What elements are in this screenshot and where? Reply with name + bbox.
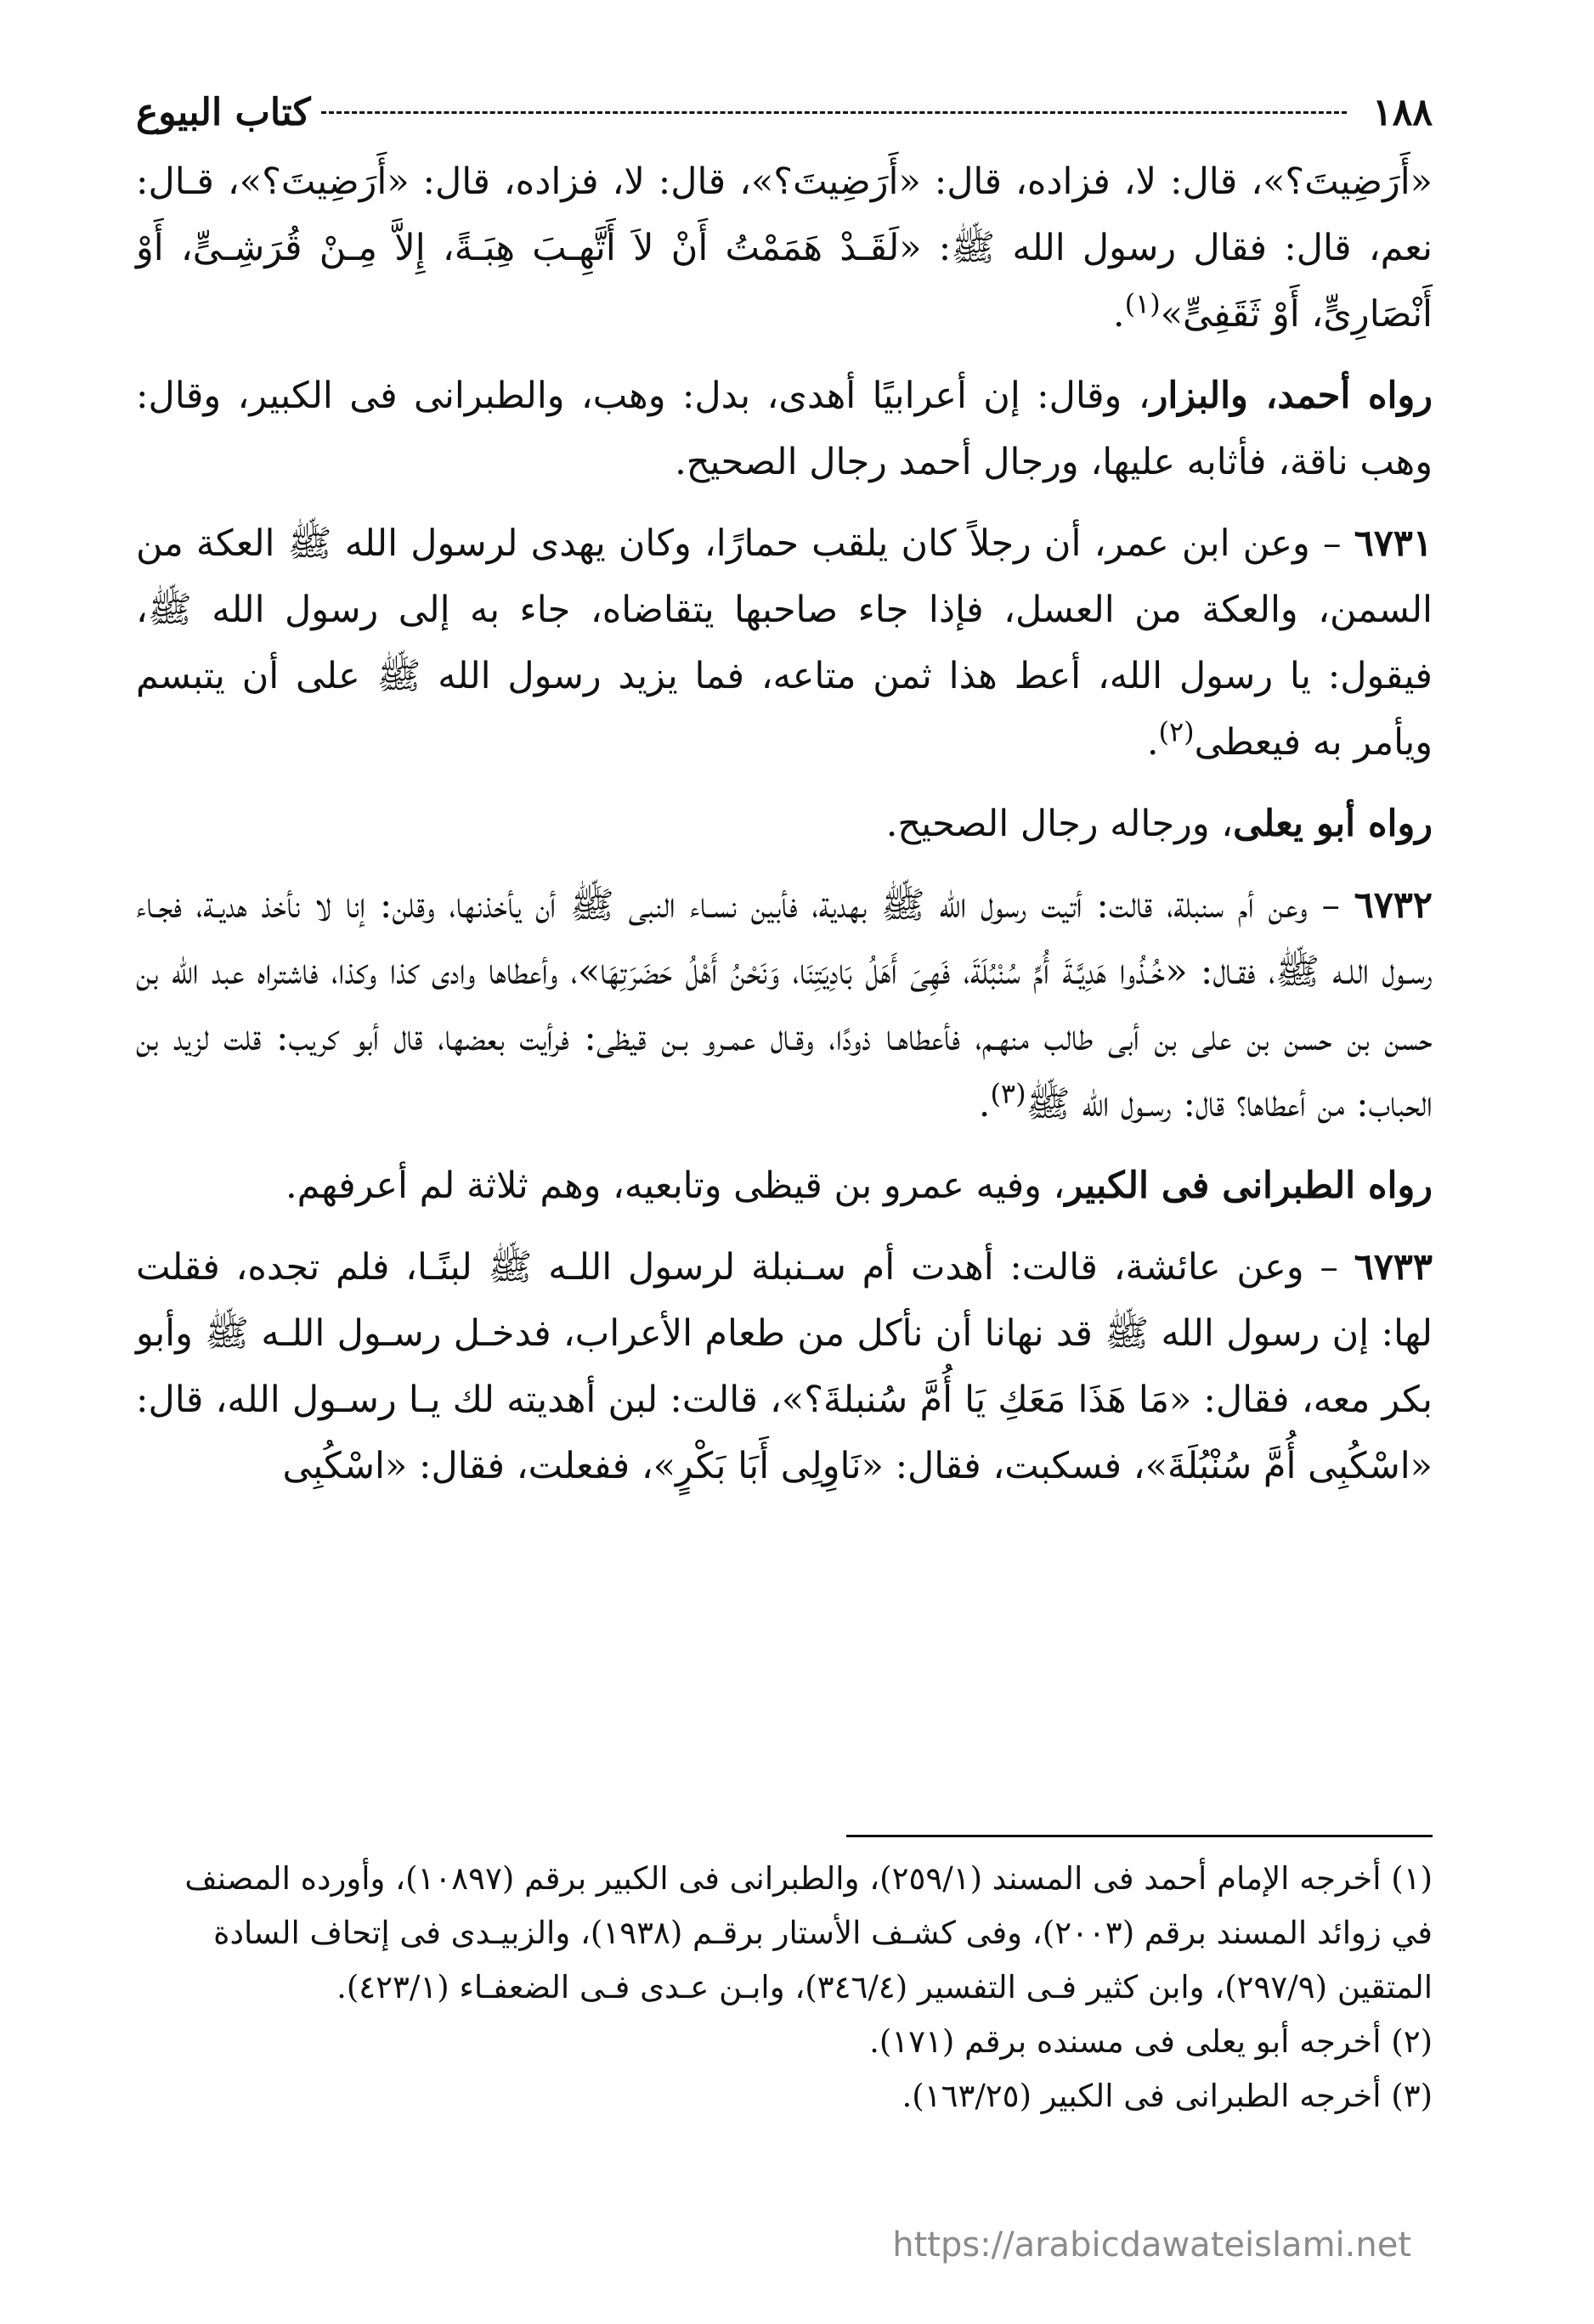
main-text <box>136 149 1433 1515</box>
source-note <box>136 791 1433 857</box>
hadith-number: ٦٧٣٣ <box>1354 1246 1433 1289</box>
footnote-1: (١) أخرجه الإمام أحمد فى المسند (٢٥٩/١)، والطبرانى فى الكبير برقم (١٠٨٩٧)، وأورده المصنف في زوائد المسند برقم (٢٠٠٣)، وفى كشـف الأستار برقـم (١٩٣٨)، والزبيـدى فى إتحاف السادة المتقين (٢٩٧/٩)، وابن كثير فـى التفسير (٣٤٦/٤)، وابـن عـدى فـى الضعفـاء (٤٢٣/١). <box>184 1860 1433 2005</box>
hadith-number: ٦٧٣١ <box>1354 522 1433 565</box>
footnote-divider <box>846 1835 1433 1837</box>
page-number: ١٨٨ <box>1372 90 1433 134</box>
hadith-6733 <box>136 1234 1433 1499</box>
footnotes <box>136 1852 1433 2124</box>
hadith-number: ٦٧٣٢ <box>1354 884 1433 927</box>
paragraph-end: . <box>1146 721 1159 764</box>
paragraph-text: «أَرَضِيتَ؟»، قال: لا، فزاده، قال: «أَرَضِيتَ؟»، قال: لا، فزاده، قال: «أَرَضِيتَ؟»، قـال: نعم، قال: فقال رسول الله ﷺ: «لَقَـدْ هَمَمْتُ أَنْ لاَ أَتَّهِـبَ هِبَـةً، إِلاَّ مِـنْ قُرَشِـىٍّ، أَوْ أَنْصَارِىٍّ، أَوْ ثَقَفِىٍّ» <box>136 161 1433 336</box>
footnote-marker: (٣) <box>990 1077 1026 1110</box>
paragraph-end: . <box>978 1083 991 1125</box>
footnote-marker: (١) <box>1124 287 1161 320</box>
paragraph-end: . <box>1112 293 1125 336</box>
source-text: ، وفيه عمرو بن قيظى وتابعيه، وهم ثلاثة لم أعرفهم. <box>285 1165 1065 1207</box>
hadith-text: – وعن ابن عمر، أن رجلاً كان يلقب حمارًا، وكان يهدى لرسول الله ﷺ العكة من السمن، والعكة من العسل، فإذا جاء صاحبها يتقاضاه، جاء به إلى رسول الله ﷺ، فيقول: يا رسول الله، أعط هذا ثمن متاعه، فما يزيد رسول الله ﷺ على أن يتبسم ويأمر به فيعطى <box>136 522 1433 764</box>
footnote-2: (٢) أخرجه أبو يعلى فى مسنده برقم (١٧١). <box>869 2023 1433 2060</box>
hadith-6732 <box>136 872 1433 1137</box>
source-note <box>136 1153 1433 1219</box>
header-divider <box>321 111 1348 114</box>
source-text: ، وقال: إن أعرابيًا أهدى، بدل: وهب، والطبرانى فى الكبير، وقال: وهب ناقة، فأثابه عليها، ورجال أحمد رجال الصحيح. <box>136 375 1433 483</box>
source-text: ، ورجاله رجال الصحيح. <box>885 803 1234 845</box>
hadith-text: – وعن أم سنبلة، قالت: أتيت رسول الله ﷺ بهدية، فأبين نسـاء النبى ﷺ أن يأخذنها، وقلن: إنا لا نأخذ هديـة، فجـاء رسـول اللـه ﷺ، فقـال: «خُـذُوا هَدِيَّـةَ أُمِّ سُنْبُلَةَ، فَهِىَ أَهَلُ بَادِيَتِنَا، وَنَحْنُ أَهْلُ حَضَرَتِهَا»، وأعطاها وادى كذا وكذا، فاشتراه عبد الله بن حسن بن حسن بن على بن أبى طالب منهـم، فأعطاهـا ذودًا، وقـال عمـرو بـن قيظى: فرأيت بعضها، قال أبو كريب: قلت لزيد بن الحباب: من أعطاها؟ قال: رسـول الله ﷺ <box>136 884 1433 1125</box>
hadith-text: – وعن عائشة، قالت: أهدت أم سـنبلة لرسول اللـه ﷺ لبنًـا، فلم تجده، فقلت لها: إن رسول الله ﷺ قد نهانا أن نأكل من طعام الأعراب، فدخـل رسـول اللـه ﷺ وأبو بكر معه، فقال: «مَا هَذَا مَعَكِ يَا أُمَّ سُنبلةَ؟»، قالت: لبن أهديته لك يـا رسـول الله، قال: «اسْكُبِى أُمَّ سُنْبُلَةَ»، فسكبت، فقال: «نَاوِلِى أَبَا بَكْرٍ»، ففعلت، فقال: «اسْكُبِى <box>136 1246 1433 1487</box>
book-title: كتاب البيوع <box>136 90 311 134</box>
source-lead: رواه أبو يعلى <box>1233 803 1433 845</box>
watermark-url: https://arabicdawateislami.net <box>892 2225 1411 2265</box>
source-lead: رواه أحمد، والبزار <box>1150 375 1433 417</box>
hadith-6731 <box>136 510 1433 776</box>
page-header <box>136 85 1433 139</box>
paragraph-continuation <box>136 149 1433 347</box>
source-lead: رواه الطبرانى فى الكبير <box>1065 1165 1433 1207</box>
footnote-3: (٣) أخرجه الطبرانى فى الكبير (١٦٣/٢٥). <box>902 2078 1433 2114</box>
footnote-marker: (٢) <box>1158 715 1195 748</box>
source-note <box>136 363 1433 495</box>
